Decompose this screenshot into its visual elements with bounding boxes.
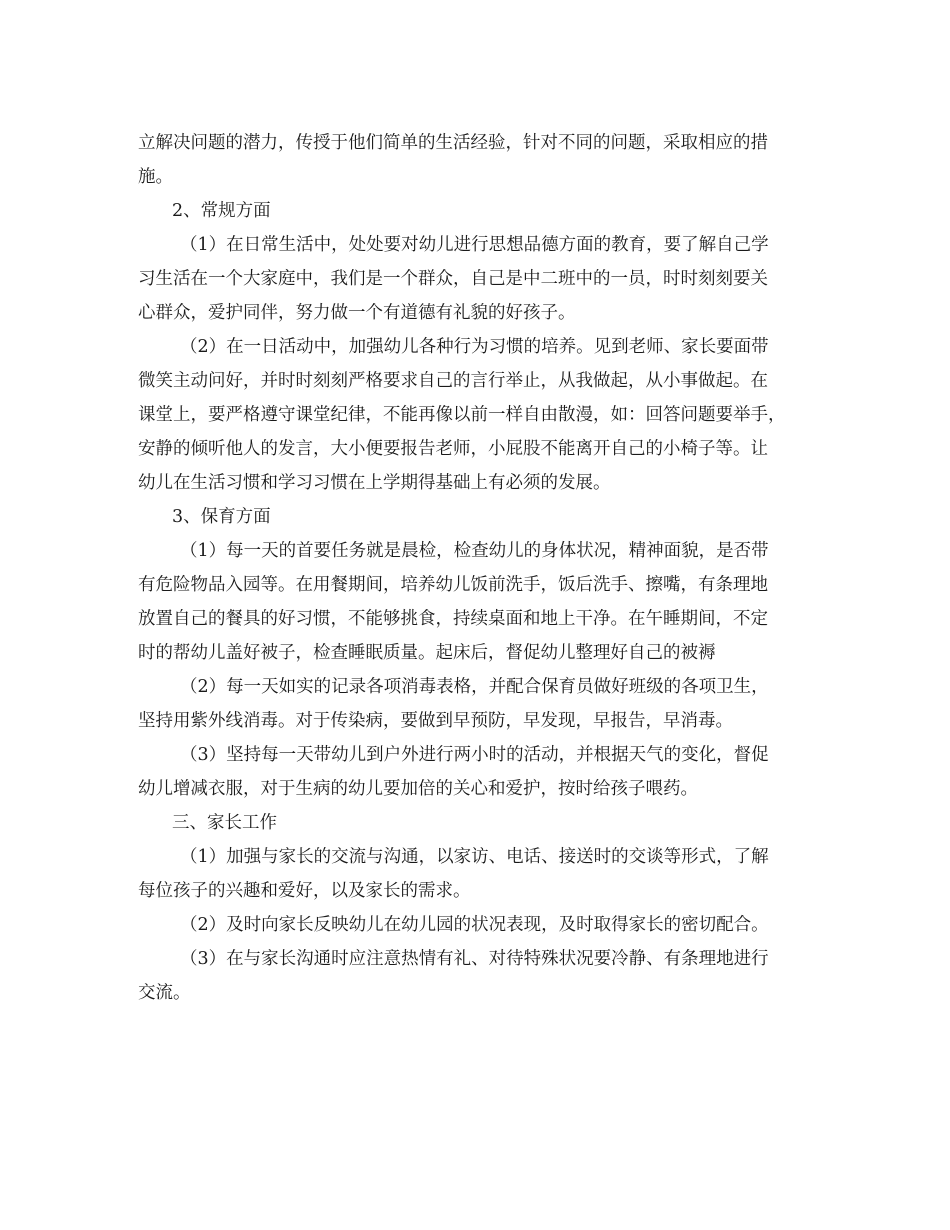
text-line: 习生活在一个大家庭中，我们是一个群众，自己是中二班中的一员，时时刻刻要关 [138, 269, 768, 289]
section-heading: 三、家长工作 [172, 813, 277, 833]
text-line: （2）及时向家长反映幼儿在幼儿园的状况表现，及时取得家长的密切配合。 [180, 915, 769, 935]
text-line: （1）在日常生活中，处处要对幼儿进行思想品德方面的教育，要了解自己学 [180, 235, 769, 255]
text-line: 每位孩子的兴趣和爱好，以及家长的需求。 [138, 881, 471, 901]
text-line: （2）每一天如实的记录各项消毒表格，并配合保育员做好班级的各项卫生， [180, 677, 769, 697]
text-line: 放置自己的餐具的好习惯，不能够挑食，持续桌面和地上干净。在午睡期间，不定 [138, 609, 768, 629]
section-heading: 3、保育方面 [172, 507, 271, 527]
text-line: （1）每一天的首要任务就是晨检，检查幼儿的身体状况，精神面貌，是否带 [180, 541, 769, 561]
text-line: 交流。 [138, 983, 191, 1003]
text-line: 心群众，爱护同伴，努力做一个有道德有礼貌的好孩子。 [138, 303, 576, 323]
text-line: 有危险物品入园等。在用餐期间，培养幼儿饭前洗手，饭后洗手、擦嘴，有条理地 [138, 575, 768, 595]
text-line: （3）在与家长沟通时应注意热情有礼、对待特殊状况要冷静、有条理地进行 [180, 949, 769, 969]
section-heading: 2、常规方面 [172, 201, 271, 221]
text-line: （3）坚持每一天带幼儿到户外进行两小时的活动，并根据天气的变化，督促 [180, 745, 769, 765]
text-line: （1）加强与家长的交流与沟通，以家访、电话、接送时的交谈等形式，了解 [180, 847, 769, 867]
document-body [138, 126, 818, 1010]
text-line: 安静的倾听他人的发言，大小便要报告老师，小屁股不能离开自己的小椅子等。让 [138, 439, 768, 459]
text-line: 幼儿增减衣服，对于生病的幼儿要加倍的关心和爱护，按时给孩子喂药。 [138, 779, 698, 799]
text-line: 施。 [138, 167, 173, 187]
text-line: 坚持用紫外线消毒。对于传染病，要做到早预防，早发现，早报告，早消毒。 [138, 711, 733, 731]
text-line: 幼儿在生活习惯和学习习惯在上学期得基础上有必须的发展。 [138, 473, 611, 493]
text-line: 课堂上，要严格遵守课堂纪律，不能再像以前一样自由散漫，如：回答问题要举手， [138, 405, 786, 425]
text-line: 微笑主动问好，并时时刻刻严格要求自己的言行举止，从我做起，从小事做起。在 [138, 371, 768, 391]
text-line: 时的帮幼儿盖好被子，检查睡眠质量。起床后，督促幼儿整理好自己的被褥 [138, 643, 716, 663]
text-line: （2）在一日活动中，加强幼儿各种行为习惯的培养。见到老师、家长要面带 [180, 337, 769, 357]
text-line: 立解决问题的潜力，传授于他们简单的生活经验，针对不同的问题，采取相应的措 [138, 133, 768, 153]
